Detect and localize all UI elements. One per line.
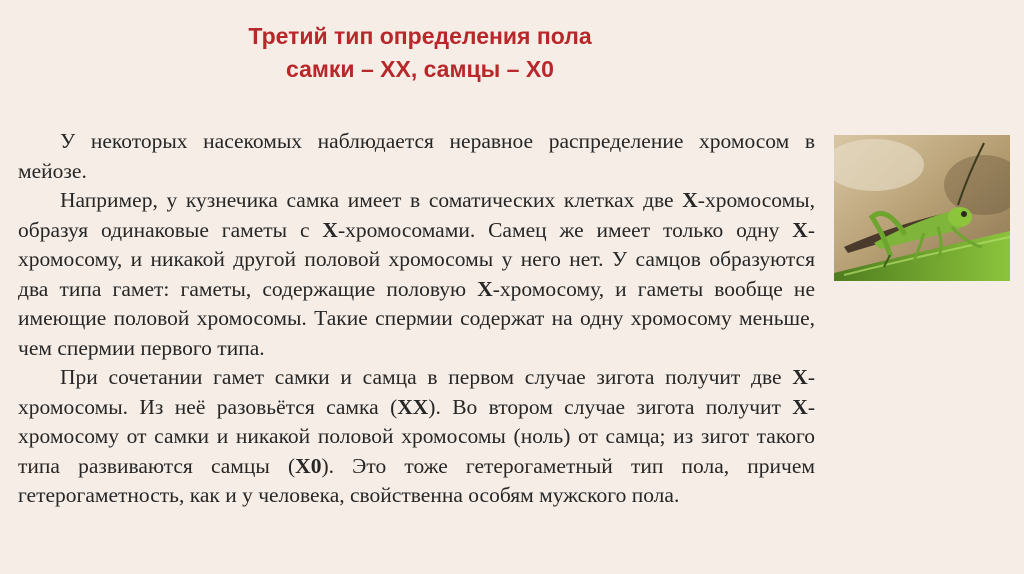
grasshopper-illustration [834,135,1010,281]
text-segment: -хромосомы. Из неё разовьётся самка ( [18,365,815,419]
text-segment: Например, у кузнечика самка имеет в соматических клетках две [60,188,683,212]
text-segment: ). Во втором случае зигота получит [428,394,793,419]
bold-text-segment: Х [682,188,698,212]
bold-text-segment: Х [477,276,493,301]
text-segment: -хромосому от самки и никакой половой хромосомы (ноль) от самца; из зигот такого типа развиваются самцы ( [18,394,815,478]
text-segment: -хромосому, и гаметы вообще не имеющие половой хромосомы. Такие спермии содержат на одну хромосому меньше, чем спермии первого типа. [18,276,815,360]
text-segment: -хромосому, и никакой другой половой хромосомы у него нет. У самцов образуются два типа гамет: гаметы, содержащие половую [18,217,815,301]
bold-text-segment: Х [792,394,808,419]
bold-text-segment: Х0 [295,453,322,478]
text-segment: При сочетании гамет самки и самца в первом случае зигота получит две [60,365,793,389]
text-segment: -хромосомами. Самец же имеет только одну [337,217,793,242]
text-segment: -хромосомы, образуя одинаковые гаметы с [18,188,815,242]
paragraph-3 [18,363,815,511]
bold-text-segment: Х [322,217,338,242]
paragraph-1 [18,127,815,186]
bold-text-segment: Х [792,365,808,389]
bold-text-segment: ХХ [397,394,429,419]
text-segment: ). Это тоже гетерогаметный тип пола, причем гетерогаметность, как и у человека, свойственна особям мужского пола. [18,453,815,507]
paragraph-2 [18,186,815,363]
body-text [18,127,815,511]
title-line-2: самки – XX, самцы – X0 [286,56,554,82]
text-segment: У некоторых насекомых наблюдается неравное распределение хромосом в мейозе. [18,129,815,183]
grasshopper-photo [834,135,1010,281]
slide-title [0,20,840,86]
title-line-1: Третий тип определения пола [248,23,592,49]
bold-text-segment: Х [792,217,808,242]
